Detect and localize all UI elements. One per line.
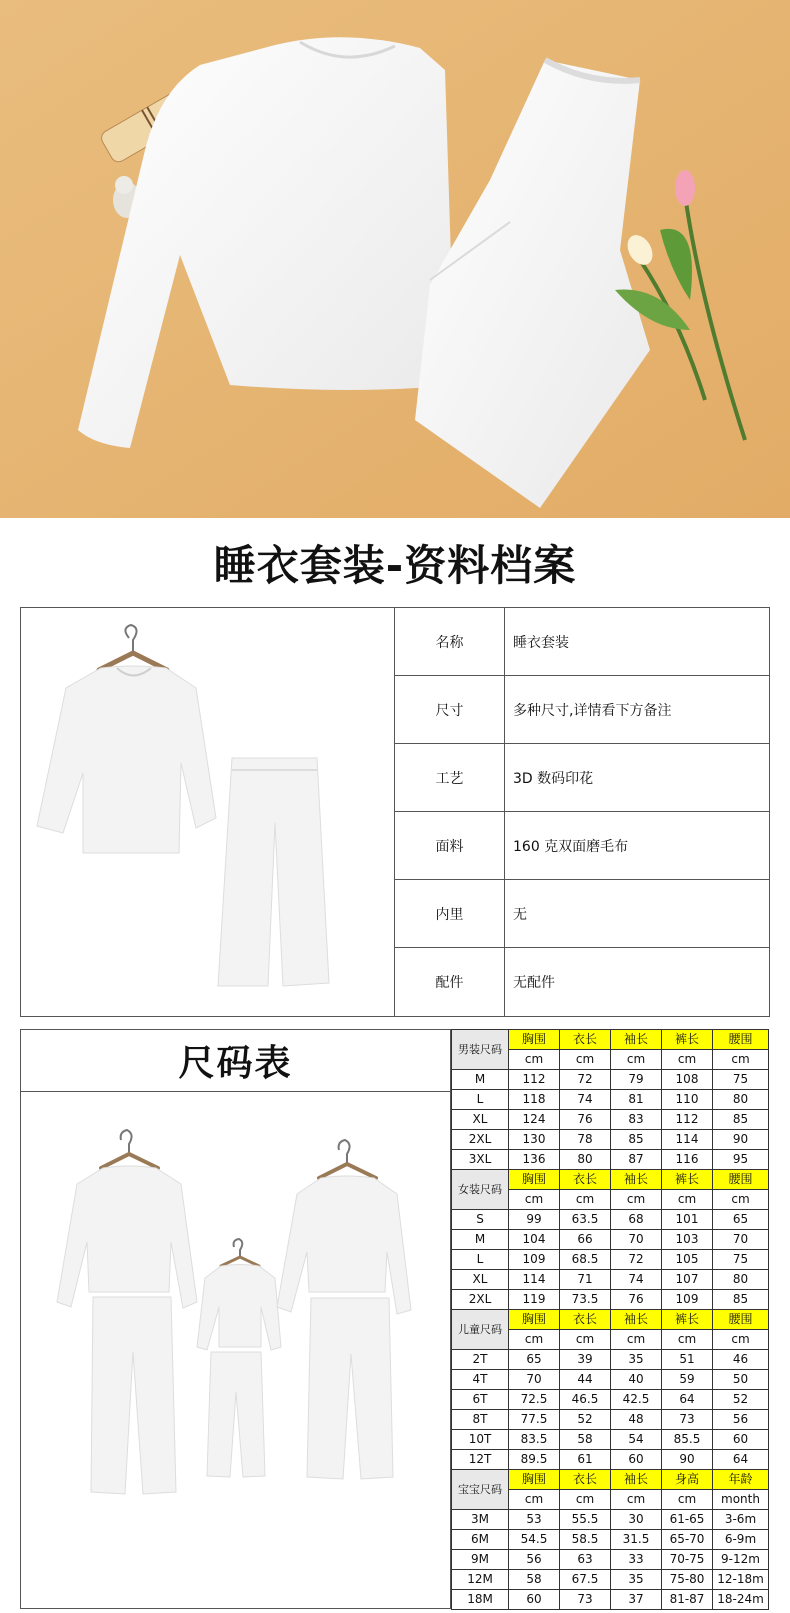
size-value-cell: 60 <box>611 1450 662 1470</box>
size-data-row <box>452 1390 769 1410</box>
size-group-header-row <box>452 1470 769 1490</box>
size-value-cell: 112 <box>509 1070 560 1090</box>
size-data-row <box>452 1590 769 1610</box>
info-value: 睡衣套装 <box>513 634 569 651</box>
size-unit-cell: cm <box>662 1490 713 1510</box>
size-unit-cell: cm <box>509 1190 560 1210</box>
size-value-cell: 130 <box>509 1130 560 1150</box>
size-value-cell: 68.5 <box>560 1250 611 1270</box>
size-label-cell: M <box>452 1070 509 1090</box>
size-unit-cell: cm <box>662 1050 713 1070</box>
size-value-cell: 3-6m <box>713 1510 769 1530</box>
size-data-row <box>452 1230 769 1250</box>
size-data-row <box>452 1450 769 1470</box>
size-value-cell: 35 <box>611 1350 662 1370</box>
size-unit-cell: cm <box>611 1050 662 1070</box>
size-value-cell: 103 <box>662 1230 713 1250</box>
size-unit-cell: cm <box>611 1490 662 1510</box>
product-info-panel <box>20 607 770 1017</box>
size-value-cell: 75-80 <box>662 1570 713 1590</box>
size-value-cell: 52 <box>560 1410 611 1430</box>
size-value-cell: 114 <box>662 1130 713 1150</box>
size-chart-body <box>452 1030 769 1610</box>
info-row-lining <box>395 880 769 948</box>
size-data-row <box>452 1430 769 1450</box>
size-value-cell: 109 <box>509 1250 560 1270</box>
size-unit-cell: cm <box>611 1330 662 1350</box>
size-value-cell: 83.5 <box>509 1430 560 1450</box>
size-label-cell: 3XL <box>452 1150 509 1170</box>
size-value-cell: 58 <box>509 1570 560 1590</box>
product-info-table <box>395 608 769 1016</box>
size-value-cell: 12-18m <box>713 1570 769 1590</box>
size-value-cell: 109 <box>662 1290 713 1310</box>
size-value-cell: 112 <box>662 1110 713 1130</box>
size-unit-cell: cm <box>611 1190 662 1210</box>
family-outfits-illustration <box>21 1092 450 1608</box>
size-value-cell: 55.5 <box>560 1510 611 1530</box>
size-value-cell: 18-24m <box>713 1590 769 1610</box>
size-label-cell: 6M <box>452 1530 509 1550</box>
size-value-cell: 63.5 <box>560 1210 611 1230</box>
size-data-row <box>452 1070 769 1090</box>
size-label-cell: 18M <box>452 1590 509 1610</box>
size-value-cell: 80 <box>560 1150 611 1170</box>
size-data-row <box>452 1370 769 1390</box>
size-value-cell: 33 <box>611 1550 662 1570</box>
size-value-cell: 83 <box>611 1110 662 1130</box>
size-group-label: 女装尺码 <box>452 1170 509 1210</box>
size-value-cell: 70 <box>611 1230 662 1250</box>
size-value-cell: 73 <box>662 1410 713 1430</box>
size-label-cell: 2XL <box>452 1130 509 1150</box>
size-value-cell: 110 <box>662 1090 713 1110</box>
size-value-cell: 75 <box>713 1070 769 1090</box>
size-label-cell: XL <box>452 1110 509 1130</box>
size-group-header-row <box>452 1030 769 1050</box>
size-value-cell: 75 <box>713 1250 769 1270</box>
size-value-cell: 118 <box>509 1090 560 1110</box>
size-value-cell: 56 <box>509 1550 560 1570</box>
size-value-cell: 37 <box>611 1590 662 1610</box>
size-column-header: 袖长 <box>611 1170 662 1190</box>
size-value-cell: 95 <box>713 1150 769 1170</box>
size-value-cell: 58.5 <box>560 1530 611 1550</box>
size-value-cell: 74 <box>560 1090 611 1110</box>
size-value-cell: 73 <box>560 1590 611 1610</box>
info-value: 160 克双面磨毛布 <box>513 838 629 855</box>
size-value-cell: 64 <box>662 1390 713 1410</box>
size-value-cell: 65-70 <box>662 1530 713 1550</box>
size-value-cell: 72.5 <box>509 1390 560 1410</box>
size-label-cell: 2T <box>452 1350 509 1370</box>
size-label-cell: L <box>452 1250 509 1270</box>
size-label-cell: 9M <box>452 1550 509 1570</box>
size-value-cell: 46 <box>713 1350 769 1370</box>
size-column-header: 衣长 <box>560 1170 611 1190</box>
info-row-accessories <box>395 948 769 1016</box>
size-data-row <box>452 1110 769 1130</box>
size-label-cell: 8T <box>452 1410 509 1430</box>
size-value-cell: 44 <box>560 1370 611 1390</box>
size-value-cell: 63 <box>560 1550 611 1570</box>
size-value-cell: 101 <box>662 1210 713 1230</box>
size-column-header: 胸围 <box>509 1470 560 1490</box>
size-value-cell: 105 <box>662 1250 713 1270</box>
size-label-cell: 3M <box>452 1510 509 1530</box>
size-value-cell: 6-9m <box>713 1530 769 1550</box>
size-value-cell: 104 <box>509 1230 560 1250</box>
size-value-cell: 9-12m <box>713 1550 769 1570</box>
product-photo-on-hanger <box>21 608 395 1016</box>
size-value-cell: 76 <box>611 1290 662 1310</box>
size-value-cell: 54.5 <box>509 1530 560 1550</box>
size-unit-cell: cm <box>713 1330 769 1350</box>
info-value: 无 <box>513 906 527 923</box>
size-value-cell: 65 <box>509 1350 560 1370</box>
size-chart-table <box>451 1029 769 1610</box>
size-value-cell: 52 <box>713 1390 769 1410</box>
size-value-cell: 90 <box>662 1450 713 1470</box>
size-value-cell: 68 <box>611 1210 662 1230</box>
size-value-cell: 61-65 <box>662 1510 713 1530</box>
size-label-cell: 2XL <box>452 1290 509 1310</box>
size-label-cell: 4T <box>452 1370 509 1390</box>
size-group-header-row <box>452 1310 769 1330</box>
size-label-cell: 10T <box>452 1430 509 1450</box>
size-column-header: 裤长 <box>662 1310 713 1330</box>
info-label: 面料 <box>395 812 505 879</box>
size-column-header: 袖长 <box>611 1030 662 1050</box>
size-value-cell: 31.5 <box>611 1530 662 1550</box>
size-value-cell: 39 <box>560 1350 611 1370</box>
size-data-row <box>452 1530 769 1550</box>
hanger-illustration <box>21 608 394 1016</box>
size-data-row <box>452 1270 769 1290</box>
size-column-header: 衣长 <box>560 1470 611 1490</box>
size-data-row <box>452 1570 769 1590</box>
size-column-header: 胸围 <box>509 1030 560 1050</box>
size-value-cell: 40 <box>611 1370 662 1390</box>
size-unit-cell: cm <box>560 1490 611 1510</box>
size-value-cell: 35 <box>611 1570 662 1590</box>
size-label-cell: S <box>452 1210 509 1230</box>
size-value-cell: 85 <box>713 1110 769 1130</box>
size-value-cell: 59 <box>662 1370 713 1390</box>
size-chart-section <box>20 1029 770 1609</box>
size-value-cell: 85 <box>713 1290 769 1310</box>
size-value-cell: 136 <box>509 1150 560 1170</box>
size-unit-cell: cm <box>713 1190 769 1210</box>
size-value-cell: 114 <box>509 1270 560 1290</box>
size-data-row <box>452 1130 769 1150</box>
size-data-row <box>452 1250 769 1270</box>
size-value-cell: 30 <box>611 1510 662 1530</box>
size-value-cell: 116 <box>662 1150 713 1170</box>
size-value-cell: 89.5 <box>509 1450 560 1470</box>
size-value-cell: 76 <box>560 1110 611 1130</box>
size-column-header: 年龄 <box>713 1470 769 1490</box>
size-group-label: 宝宝尺码 <box>452 1470 509 1510</box>
size-value-cell: 60 <box>713 1430 769 1450</box>
info-value: 多种尺寸,详情看下方备注 <box>513 702 672 719</box>
size-unit-cell: cm <box>560 1330 611 1350</box>
info-label: 内里 <box>395 880 505 947</box>
size-column-header: 胸围 <box>509 1170 560 1190</box>
size-value-cell: 73.5 <box>560 1290 611 1310</box>
info-label: 名称 <box>395 608 505 675</box>
size-value-cell: 79 <box>611 1070 662 1090</box>
flat-lay-illustration <box>0 0 790 518</box>
size-data-row <box>452 1350 769 1370</box>
size-unit-cell: cm <box>509 1050 560 1070</box>
size-label-cell: 6T <box>452 1390 509 1410</box>
info-row-fabric <box>395 812 769 880</box>
size-value-cell: 54 <box>611 1430 662 1450</box>
size-value-cell: 71 <box>560 1270 611 1290</box>
size-column-header: 腰围 <box>713 1030 769 1050</box>
size-value-cell: 74 <box>611 1270 662 1290</box>
size-column-header: 袖长 <box>611 1310 662 1330</box>
size-value-cell: 80 <box>713 1090 769 1110</box>
info-row-name <box>395 608 769 676</box>
size-value-cell: 65 <box>713 1210 769 1230</box>
size-value-cell: 85 <box>611 1130 662 1150</box>
size-label-cell: 12T <box>452 1450 509 1470</box>
info-row-size <box>395 676 769 744</box>
size-label-cell: L <box>452 1090 509 1110</box>
size-unit-cell: cm <box>560 1050 611 1070</box>
size-group-header-row <box>452 1170 769 1190</box>
size-value-cell: 80 <box>713 1270 769 1290</box>
size-value-cell: 78 <box>560 1130 611 1150</box>
info-value: 无配件 <box>513 975 555 991</box>
size-label-cell: 12M <box>452 1570 509 1590</box>
size-group-label: 儿童尺码 <box>452 1310 509 1350</box>
size-data-row <box>452 1410 769 1430</box>
size-value-cell: 53 <box>509 1510 560 1530</box>
size-value-cell: 81 <box>611 1090 662 1110</box>
size-value-cell: 50 <box>713 1370 769 1390</box>
size-column-header: 衣长 <box>560 1310 611 1330</box>
size-data-row <box>452 1210 769 1230</box>
size-column-header: 胸围 <box>509 1310 560 1330</box>
size-value-cell: 46.5 <box>560 1390 611 1410</box>
size-chart-heading: 尺码表 <box>21 1030 450 1092</box>
size-column-header: 袖长 <box>611 1470 662 1490</box>
size-value-cell: 70 <box>509 1370 560 1390</box>
size-unit-cell: cm <box>713 1050 769 1070</box>
size-value-cell: 107 <box>662 1270 713 1290</box>
size-value-cell: 90 <box>713 1130 769 1150</box>
size-value-cell: 124 <box>509 1110 560 1130</box>
size-value-cell: 85.5 <box>662 1430 713 1450</box>
info-row-craft <box>395 744 769 812</box>
size-data-row <box>452 1550 769 1570</box>
size-value-cell: 48 <box>611 1410 662 1430</box>
page-title: 睡衣套装-资料档案 <box>213 541 577 590</box>
size-column-header: 裤长 <box>662 1030 713 1050</box>
size-value-cell: 61 <box>560 1450 611 1470</box>
size-value-cell: 72 <box>560 1070 611 1090</box>
size-value-cell: 87 <box>611 1150 662 1170</box>
size-unit-cell: cm <box>509 1330 560 1350</box>
size-value-cell: 56 <box>713 1410 769 1430</box>
size-column-header: 腰围 <box>713 1310 769 1330</box>
size-value-cell: 70 <box>713 1230 769 1250</box>
size-label-cell: XL <box>452 1270 509 1290</box>
size-chart-left-panel <box>20 1029 451 1609</box>
size-unit-cell: month <box>713 1490 769 1510</box>
size-group-label: 男装尺码 <box>452 1030 509 1070</box>
size-value-cell: 119 <box>509 1290 560 1310</box>
info-value: 3D 数码印花 <box>513 770 594 787</box>
size-column-header: 身高 <box>662 1470 713 1490</box>
size-value-cell: 77.5 <box>509 1410 560 1430</box>
size-value-cell: 72 <box>611 1250 662 1270</box>
size-unit-cell: cm <box>509 1490 560 1510</box>
size-label-cell: M <box>452 1230 509 1250</box>
size-unit-cell: cm <box>560 1190 611 1210</box>
size-data-row <box>452 1150 769 1170</box>
hero-product-photo <box>0 0 790 518</box>
size-value-cell: 108 <box>662 1070 713 1090</box>
size-unit-cell: cm <box>662 1330 713 1350</box>
size-data-row <box>452 1090 769 1110</box>
size-column-header: 衣长 <box>560 1030 611 1050</box>
size-value-cell: 60 <box>509 1590 560 1610</box>
size-value-cell: 99 <box>509 1210 560 1230</box>
size-data-row <box>452 1510 769 1530</box>
info-label: 配件 <box>395 948 505 1016</box>
size-column-header: 腰围 <box>713 1170 769 1190</box>
size-value-cell: 58 <box>560 1430 611 1450</box>
size-column-header: 裤长 <box>662 1170 713 1190</box>
size-unit-cell: cm <box>662 1190 713 1210</box>
size-data-row <box>452 1290 769 1310</box>
size-value-cell: 64 <box>713 1450 769 1470</box>
info-label: 工艺 <box>395 744 505 811</box>
info-label: 尺寸 <box>395 676 505 743</box>
size-value-cell: 81-87 <box>662 1590 713 1610</box>
size-value-cell: 67.5 <box>560 1570 611 1590</box>
size-value-cell: 70-75 <box>662 1550 713 1570</box>
size-value-cell: 51 <box>662 1350 713 1370</box>
size-value-cell: 42.5 <box>611 1390 662 1410</box>
size-value-cell: 66 <box>560 1230 611 1250</box>
family-set-photo <box>21 1092 450 1608</box>
